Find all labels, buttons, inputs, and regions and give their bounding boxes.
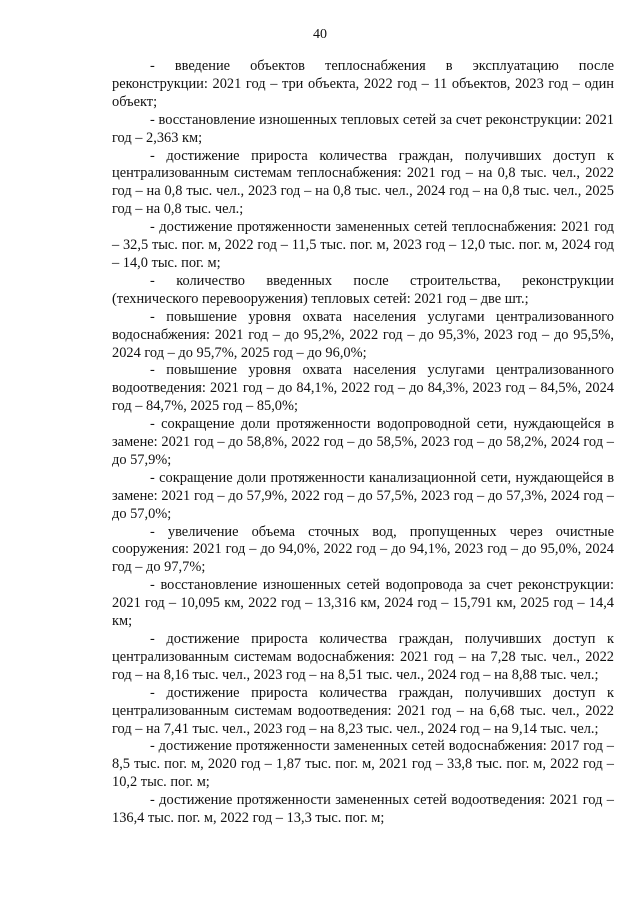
list-item: - сокращение доли протяженности водопроводной сети, нуждающейся в замене: 2021 год – до 58,8%, 2022 год – до 58,5%, 2023 год – до 58,2%, 2024 год – до 57,9%; — [112, 416, 614, 468]
list-item: - восстановление изношенных сетей водопровода за счет реконструкции: 2021 год – 10,095 км, 2022 год – 13,316 км, 2024 год – 15,791 км, 2025 год – 14,4 км; — [112, 577, 614, 630]
list-item: - достижение протяженности замененных сетей теплоснабжения: 2021 год – 32,5 тыс. пог. м, 2022 год – 11,5 тыс. пог. м, 2023 год – 12,0 тыс. пог. м, 2024 год – 14,0 тыс. пог. м; — [112, 219, 614, 271]
page-number: 40 — [313, 27, 327, 42]
list-item: - достижение протяженности замененных сетей водоотведения: 2021 год – 136,4 тыс. пог. м, 2022 год – 13,3 тыс. пог. м; — [112, 792, 614, 827]
list-item: - достижение протяженности замененных сетей водоснабжения: 2017 год – 8,5 тыс. пог. м, 2020 год – 1,87 тыс. пог. м, 2021 год – 33,8 тыс. пог. м, 2022 год – 10,2 тыс. пог. м; — [112, 738, 614, 791]
list-item: - повышение уровня охвата населения услугами централизованного водоснабжения: 2021 год – до 95,2%, 2022 год – до 95,3%, 2023 год – до 95,5%, 2024 год – до 95,7%, 2025 год – до 96,0%; — [112, 308, 614, 361]
list-item: - повышение уровня охвата населения услугами централизованного водоотведения: 2021 год – до 84,1%, 2022 год – до 84,3%, 2023 год – 84,5%, 2024 год – 84,7%, 2025 год – 85,0%; — [112, 362, 614, 415]
list-item: - восстановление изношенных тепловых сетей за счет реконструкции: 2021 год – 2,363 км; — [112, 111, 614, 146]
list-item: - введение объектов теплоснабжения в эксплуатацию после реконструкции: 2021 год – три объекта, 2022 год – 11 объектов, 2023 год – один объект; — [112, 58, 614, 110]
list-item: - количество введенных после строительства, реконструкции (технического перевооружения) тепловых сетей: 2021 год – две шт.; — [112, 272, 614, 307]
list-item: - достижение прироста количества граждан, получивших доступ к централизованным системам теплоснабжения: 2021 год – на 0,8 тыс. чел., 2022 год – на 0,8 тыс. чел., 2023 год – на 0,8 тыс. чел., 2024 год – на 0,8 тыс. чел., 2025 год – на 0,8 тыс. чел.; — [112, 147, 614, 218]
list-item: - достижение прироста количества граждан, получивших доступ к централизованным системам водоотведения: 2021 год – на 6,68 тыс. чел., 2022 год – на 7,41 тыс. чел., 2023 год – на 8,23 тыс. чел., 2024 год – на 9,14 тыс. чел.; — [112, 684, 614, 737]
list-item: - сокращение доли протяженности канализационной сети, нуждающейся в замене: 2021 год – до 57,9%, 2022 год – до 57,5%, 2023 год – до 57,3%, 2024 год – до 57,0%; — [112, 469, 614, 522]
page-body — [112, 58, 614, 828]
list-item: - увеличение объема сточных вод, пропущенных через очистные сооружения: 2021 год – до 94,0%, 2022 год – до 94,1%, 2023 год – до 95,0%, 2024 год – до 97,7%; — [112, 523, 614, 576]
list-item: - достижение прироста количества граждан, получивших доступ к централизованным системам водоснабжения: 2021 год – на 7,28 тыс. чел., 2022 год – на 8,16 тыс. чел., 2023 год – на 8,51 тыс. чел., 2024 год – на 8,88 тыс. чел.; — [112, 631, 614, 683]
